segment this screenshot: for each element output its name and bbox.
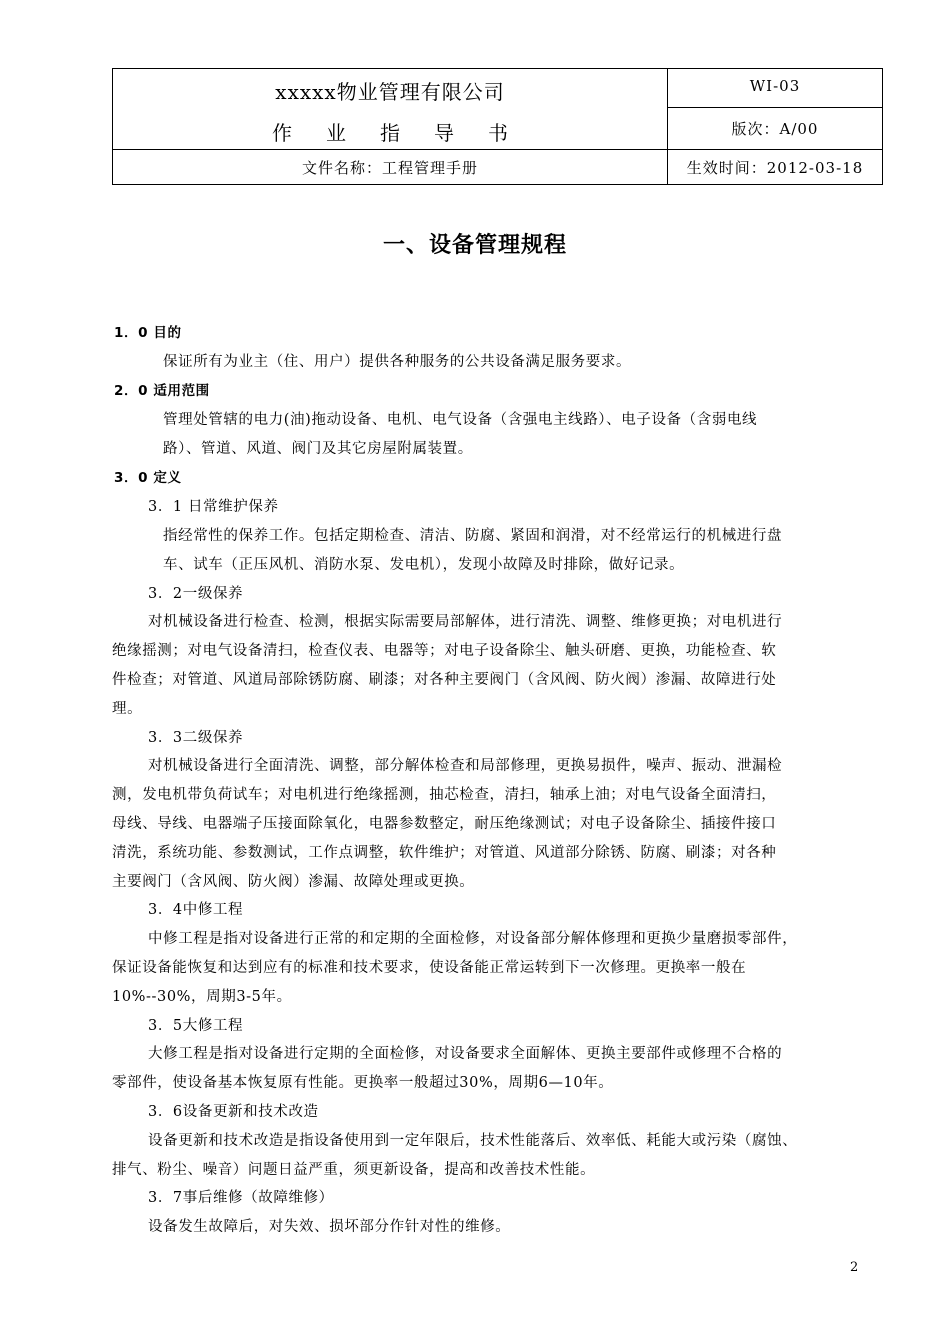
- effective-date: 生效时间：2012-03-18: [686, 158, 864, 177]
- paragraph-line: 10%--30%，周期3-5年。: [112, 989, 292, 1005]
- doc-code: WI-03: [749, 77, 801, 95]
- section-heading: 2．0 适用范围: [114, 383, 210, 399]
- version-cell: [667, 107, 883, 150]
- paragraph-line: 主要阀门（含风阀、防火阀）渗漏、故障处理或更换。: [112, 874, 475, 890]
- paragraph-line: 清洗，系统功能、参数测试，工作点调整，软件维护；对管道、风道部分除锈、防腐、刷漆；对各种: [112, 845, 777, 861]
- paragraph-line: 母线、导线、电器端子压接面除氧化，电器参数整定，耐压绝缘测试；对电子设备除尘、插接件接口: [112, 816, 777, 832]
- paragraph-line: 路）、管道、风道、阀门及其它房屋附属装置。: [163, 441, 473, 457]
- paragraph-line: 件检查；对管道、风道局部除锈防腐、刷漆；对各种主要阀门（含风阀、防火阀）渗漏、故障进行处: [112, 672, 777, 688]
- paragraph-line: 对机械设备进行全面清洗、调整，部分解体检查和局部修理，更换易损件，噪声、振动、泄漏检: [148, 758, 783, 774]
- paragraph-line: 保证所有为业主（住、用户）提供各种服务的公共设备满足服务要求。: [163, 354, 632, 370]
- paragraph-line: 中修工程是指对设备进行正常的和定期的全面检修，对设备部分解体修理和更换少量磨损零部件，: [148, 931, 798, 947]
- version: 版次：A/00: [731, 120, 819, 138]
- paragraph-line: 大修工程是指对设备进行定期的全面检修，对设备要求全面解体、更换主要部件或修理不合格的: [148, 1046, 783, 1062]
- subsection-heading: 3．4中修工程: [148, 902, 244, 918]
- subsection-heading: 3．3二级保养: [148, 730, 244, 746]
- doc-code-cell: [667, 68, 883, 108]
- subsection-heading: 3．2一级保养: [148, 586, 244, 602]
- document-type: 作业指导书: [272, 120, 542, 145]
- header-table: [112, 68, 883, 185]
- paragraph-line: 车、试车（正压风机、消防水泵、发电机），发现小故障及时排除，做好记录。: [163, 557, 685, 573]
- paragraph-line: 排气、粉尘、噪音）问题日益严重，须更新设备，提高和改善技术性能。: [112, 1162, 596, 1178]
- paragraph-line: 零部件，使设备基本恢复原有性能。更换率一般超过30%，周期6—10年。: [112, 1075, 614, 1091]
- paragraph-line: 绝缘摇测；对电气设备清扫，检查仪表、电器等；对电子设备除尘、触头研磨、更换，功能检查、软: [112, 643, 777, 659]
- paragraph-line: 管理处管辖的电力(油)拖动设备、电机、电气设备（含强电主线路）、电子设备（含弱电线: [163, 412, 758, 428]
- paragraph-line: 保证设备能恢复和达到应有的标准和技术要求，使设备能正常运转到下一次修理。更换率一般在: [112, 960, 747, 976]
- paragraph-line: 理。: [112, 701, 143, 717]
- paragraph-line: 指经常性的保养工作。包括定期检查、清洁、防腐、紧固和润滑，对不经常运行的机械进行盘: [163, 528, 783, 544]
- subsection-heading: 3．6设备更新和技术改造: [148, 1104, 319, 1120]
- file-name-cell: [112, 149, 668, 185]
- paragraph-line: 设备发生故障后，对失效、损坏部分作针对性的维修。: [148, 1219, 511, 1235]
- paragraph-line: 设备更新和技术改造是指设备使用到一定年限后，技术性能落后、效率低、耗能大或污染（腐蚀、: [148, 1133, 798, 1149]
- section-heading: 3．0 定义: [114, 470, 182, 486]
- subsection-heading: 3．7事后维修（故障维修）: [148, 1190, 334, 1206]
- section-heading: 1．0 目的: [114, 325, 182, 341]
- page-number: 2: [850, 1260, 859, 1275]
- subsection-heading: 3．1 日常维护保养: [148, 499, 279, 515]
- page-title: 一、设备管理规程: [382, 233, 567, 258]
- file-name: 文件名称：工程管理手册: [301, 158, 478, 177]
- company-cell: [112, 68, 668, 150]
- subsection-heading: 3．5大修工程: [148, 1018, 244, 1034]
- company-name: xxxxx物业管理有限公司: [275, 79, 505, 104]
- effective-date-cell: [667, 149, 883, 185]
- paragraph-line: 对机械设备进行检查、检测，根据实际需要局部解体，进行清洗、调整、维修更换；对电机进行: [148, 614, 783, 630]
- paragraph-line: 测，发电机带负荷试车；对电机进行绝缘摇测，抽芯检查，清扫，轴承上油；对电气设备全面清扫，: [112, 787, 777, 803]
